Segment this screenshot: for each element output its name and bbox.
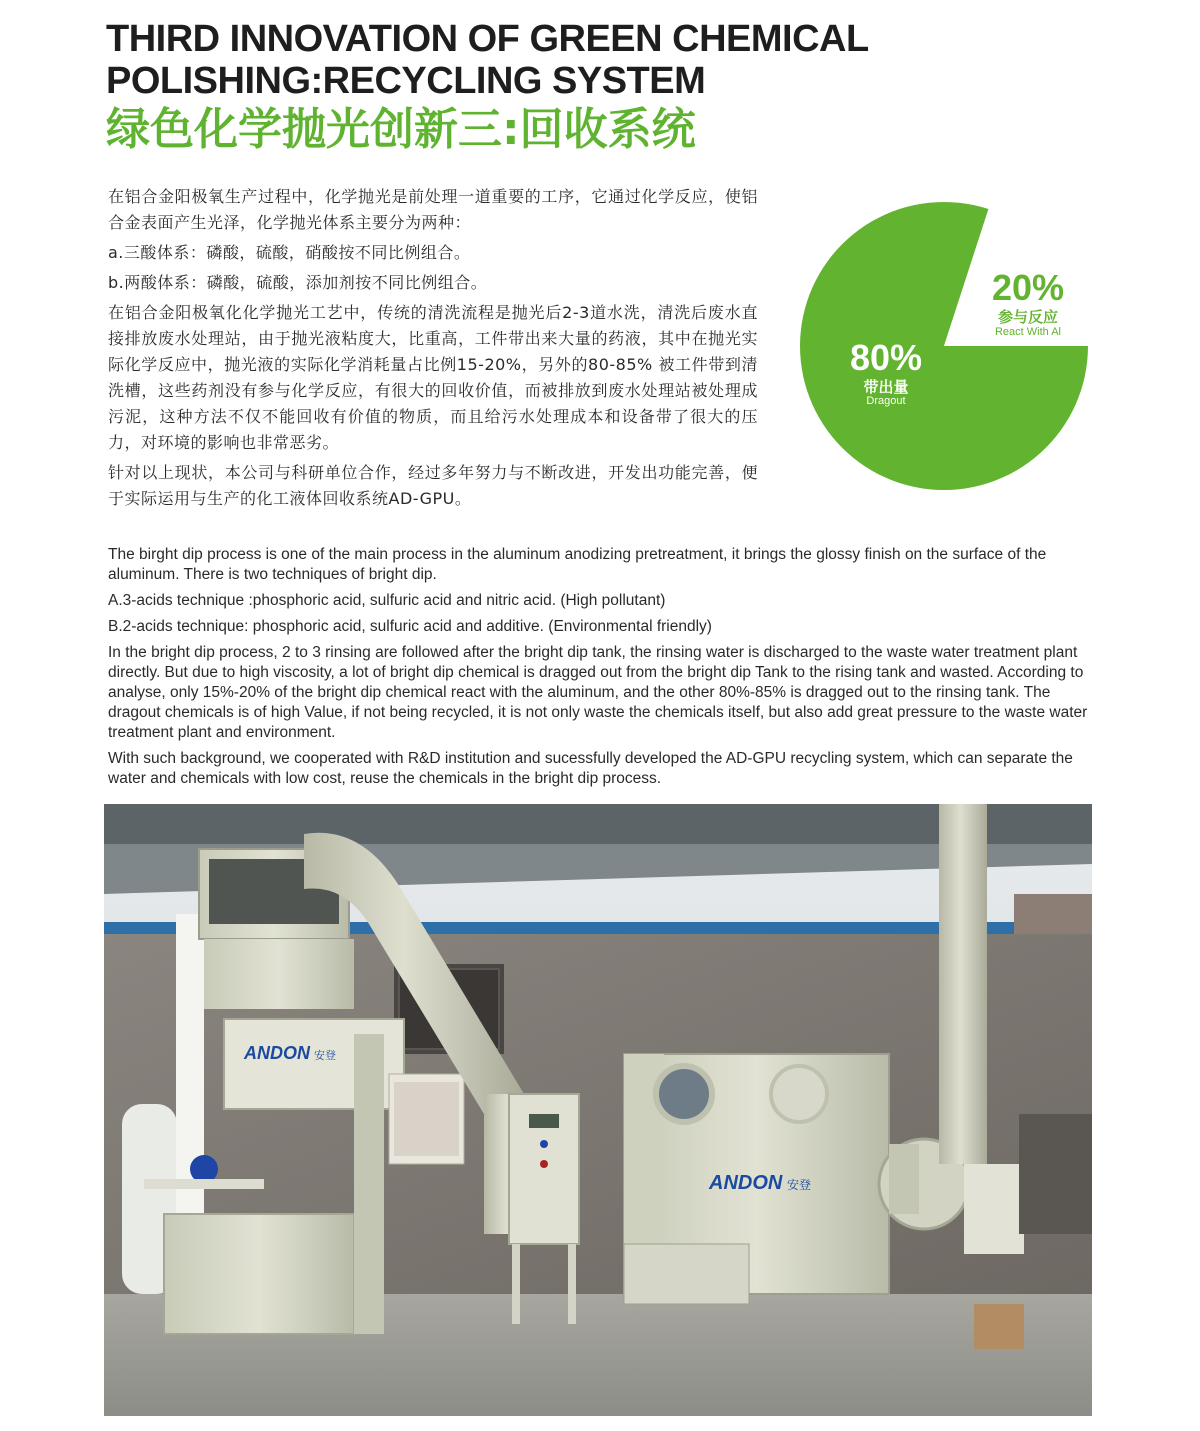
en-paragraph: A.3-acids technique :phosphoric acid, sulfuric acid and nitric acid. (High pollutant) <box>108 592 666 609</box>
heading-line-1: THIRD INNOVATION OF GREEN CHEMICAL <box>106 18 869 60</box>
photo-brand-left: ANDON <box>244 1043 310 1063</box>
slice-label-react-pct: 20% <box>991 267 1065 308</box>
heading-line-2: POLISHING:RECYCLING SYSTEM <box>106 60 706 102</box>
photo-brand-right-cn: 安登 <box>787 1178 812 1192</box>
photo-brand-left-cn: 安登 <box>314 1049 336 1062</box>
heading-chinese: 绿色化学抛光创新三:回收系统 <box>106 104 696 155</box>
en-paragraph: In the bright dip process, 2 to 3 rinsing are followed after the bright dip tank, the rinsing water is discharged to the waste water treatment plant directly. But due to high viscosity, a lot of bright dip chemical is dragged out from the bright dip Tank to the rising tank and wasted. According to analyse, only 15%-20% of the bright dip chemical react with the aluminum, and the other 80%-85% is dragged out to the rinsing tank. The dragout chemicals is of high Value, if not being recycled, it is not only waste the chemicals itself, but also add great pressure to the waste water treatment plant and environment. <box>108 644 1088 741</box>
cn-paragraph: 针对以上现状，本公司与科研单位合作，经过多年努力与不断改进，开发出功能完善，便于实际运用与生产的化工液体回收系统AD-GPU。 <box>108 463 758 508</box>
cn-paragraph: a.三酸体系：磷酸，硫酸，硝酸按不同比例组合。 <box>108 243 471 262</box>
slice-label-dragout-en: Dragout <box>866 395 906 407</box>
en-paragraph: With such background, we cooperated with R&D institution and sucessfully developed the AD-GPU recycling system, which can separate the water and chemicals with low cost, reuse the chemicals in the bright dip process. <box>108 750 1073 787</box>
english-body <box>108 545 1098 795</box>
cn-paragraph: b.两酸体系：磷酸，硫酸，添加剂按不同比例组合。 <box>108 273 488 292</box>
photo-brand-right: ANDON <box>709 1172 783 1194</box>
cn-paragraph: 在铝合金阳极氧生产过程中，化学抛光是前处理一道重要的工序，它通过化学反应，使铝合金表面产生光泽，化学抛光体系主要分为两种： <box>108 187 758 232</box>
en-paragraph: The birght dip process is one of the main process in the aluminum anodizing pretreatment, it brings the glossy finish on the surface of the aluminum. There is two techniques of bright dip. <box>108 546 1047 583</box>
slice-label-dragout-pct: 80% <box>849 337 923 378</box>
heading-english <box>106 18 1006 102</box>
slice-label-react-cn: 参与反应 <box>997 308 1059 326</box>
slice-label-react-en: React With Al <box>994 326 1062 338</box>
dragout-pie-chart <box>798 200 1090 492</box>
chinese-body <box>108 184 758 516</box>
en-paragraph: B.2-acids technique: phosphoric acid, sulfuric acid and additive. (Environmental friendly) <box>108 618 712 635</box>
recycling-system-photo <box>104 804 1092 1416</box>
slice-label-dragout-cn: 带出量 <box>863 378 909 396</box>
cn-paragraph: 在铝合金阳极氧化化学抛光工艺中，传统的清洗流程是抛光后2-3道水洗，清洗后废水直接排放废水处理站，由于抛光液粘度大，比重高，工件带出来大量的药液，其中在抛光实际化学反应中，抛光液的实际化学消耗量占比例15-20%，另外的80-85% 被工件带到清洗槽，这些药剂没有参与化学反应，有很大的回收价值，而被排放到废水处理站被处理成污泥，这种方法不仅不能回收有价值的物质，而且给污水处理成本和设备带了很大的压力，对环境的影响也非常恶劣。 <box>108 303 758 452</box>
